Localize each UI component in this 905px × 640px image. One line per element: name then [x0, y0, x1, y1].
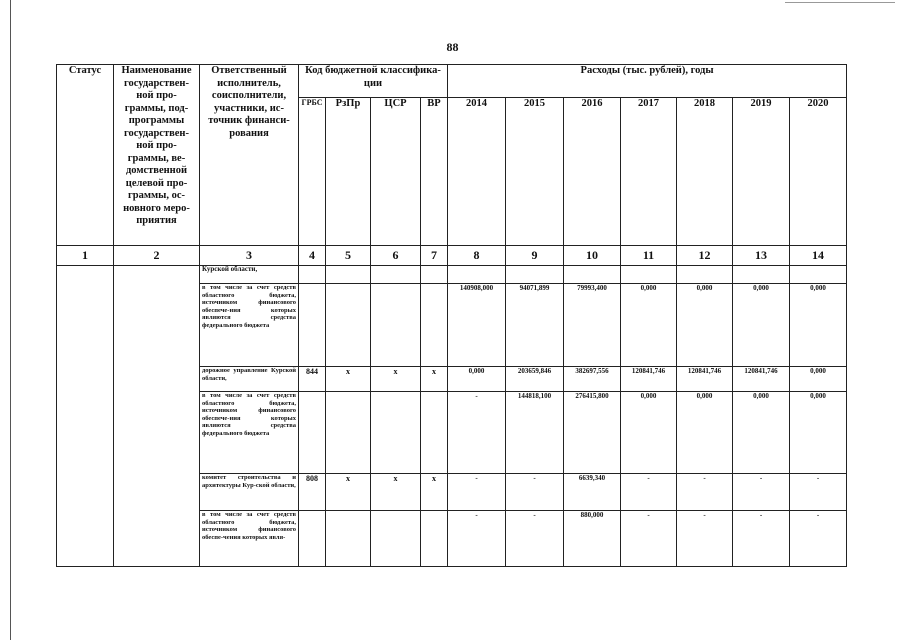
budget-code-cell: [299, 284, 326, 367]
expense-value-cell: 276415,800: [564, 392, 621, 474]
expense-value-cell: 880,000: [564, 511, 621, 567]
budget-code-cell: [371, 392, 421, 474]
budget-code-cell: х: [326, 474, 371, 511]
budget-code-cell: х: [421, 474, 448, 511]
expense-value-cell: -: [448, 392, 506, 474]
column-number: 8: [448, 246, 506, 266]
expense-value-cell: [677, 266, 733, 284]
header-year: 2014: [448, 98, 506, 246]
executor-description: в том числе за счет средств областного бюджета, источником финансового обеспече-ния которых являются средства федерального бюджета: [200, 284, 299, 367]
header-status: Статус: [57, 65, 114, 246]
header-year: 2018: [677, 98, 733, 246]
expense-value-cell: 203659,846: [506, 367, 564, 392]
expense-value-cell: 140908,000: [448, 284, 506, 367]
column-number: 4: [299, 246, 326, 266]
header-year: 2017: [621, 98, 677, 246]
header-budget-code: Код бюджетной классифика-ции: [299, 65, 448, 98]
expense-value-cell: -: [448, 474, 506, 511]
budget-code-cell: [299, 266, 326, 284]
budget-code-cell: [326, 511, 371, 567]
expense-value-cell: 0,000: [790, 367, 847, 392]
column-number: 2: [114, 246, 200, 266]
scan-top-line: [785, 2, 895, 3]
expense-value-cell: -: [621, 474, 677, 511]
table-body: [57, 246, 847, 567]
header-year: 2015: [506, 98, 564, 246]
executor-description: дорожное управление Курской области,: [200, 367, 299, 392]
column-number: 11: [621, 246, 677, 266]
column-number: 3: [200, 246, 299, 266]
expense-value-cell: 0,000: [677, 284, 733, 367]
budget-code-cell: [299, 392, 326, 474]
expense-value-cell: [733, 266, 790, 284]
program-name-cell: [114, 266, 200, 567]
expense-value-cell: [790, 266, 847, 284]
column-number: 12: [677, 246, 733, 266]
executor-description: комитет строительства и архитектуры Кур-ской области,: [200, 474, 299, 511]
column-number: 14: [790, 246, 847, 266]
expense-value-cell: 0,000: [448, 367, 506, 392]
page-number: 88: [446, 40, 459, 54]
expense-value-cell: 0,000: [790, 284, 847, 367]
expense-value-cell: -: [733, 511, 790, 567]
expense-value-cell: 94071,899: [506, 284, 564, 367]
budget-code-cell: [326, 284, 371, 367]
expense-value-cell: 0,000: [677, 392, 733, 474]
header-year: 2019: [733, 98, 790, 246]
budget-code-cell: [371, 266, 421, 284]
header-executor: Ответственный исполнитель, соисполнители, участники, ис-точник финанси-рования: [200, 65, 299, 246]
expense-value-cell: -: [506, 511, 564, 567]
table-row: [57, 266, 847, 284]
expense-value-cell: 382697,556: [564, 367, 621, 392]
budget-table: [56, 64, 847, 567]
expense-value-cell: 120841,746: [621, 367, 677, 392]
header-code-vr: ВР: [421, 98, 448, 246]
expense-value-cell: -: [677, 511, 733, 567]
expense-value-cell: 0,000: [790, 392, 847, 474]
budget-code-cell: [421, 284, 448, 367]
expense-value-cell: 0,000: [621, 392, 677, 474]
header-year: 2020: [790, 98, 847, 246]
budget-code-cell: х: [421, 367, 448, 392]
column-number: 6: [371, 246, 421, 266]
expense-value-cell: 0,000: [621, 284, 677, 367]
budget-code-cell: [421, 511, 448, 567]
budget-code-cell: [326, 392, 371, 474]
executor-description: в том числе за счет средств областного бюджета, источником финансового обеспе-чения которых явля-: [200, 511, 299, 567]
header-code-csr: ЦСР: [371, 98, 421, 246]
expense-value-cell: [448, 266, 506, 284]
expense-value-cell: 6639,340: [564, 474, 621, 511]
header-expenses: Расходы (тыс. рублей), годы: [448, 65, 847, 98]
expense-value-cell: 144818,100: [506, 392, 564, 474]
budget-code-cell: [299, 511, 326, 567]
budget-code-cell: 844: [299, 367, 326, 392]
budget-code-cell: [421, 266, 448, 284]
expense-value-cell: -: [621, 511, 677, 567]
expense-value-cell: [506, 266, 564, 284]
expense-value-cell: -: [733, 474, 790, 511]
budget-code-cell: 808: [299, 474, 326, 511]
executor-description: Курской области,: [200, 266, 299, 284]
status-cell: [57, 266, 114, 567]
expense-value-cell: 120841,746: [733, 367, 790, 392]
column-number: 13: [733, 246, 790, 266]
expense-value-cell: 0,000: [733, 284, 790, 367]
column-number: 7: [421, 246, 448, 266]
expense-value-cell: [621, 266, 677, 284]
column-number: 9: [506, 246, 564, 266]
expense-value-cell: [564, 266, 621, 284]
budget-code-cell: х: [371, 367, 421, 392]
header-code-rzpr: РзПр: [326, 98, 371, 246]
budget-code-cell: [371, 284, 421, 367]
scan-edge-line: [10, 0, 11, 640]
header-code-grbs: ГРБС: [299, 98, 326, 246]
expense-value-cell: -: [506, 474, 564, 511]
column-number: 1: [57, 246, 114, 266]
column-number-row: [57, 246, 847, 266]
header-year: 2016: [564, 98, 621, 246]
budget-code-cell: х: [371, 474, 421, 511]
budget-code-cell: [421, 392, 448, 474]
expense-value-cell: -: [448, 511, 506, 567]
expense-value-cell: 120841,746: [677, 367, 733, 392]
expense-value-cell: -: [790, 511, 847, 567]
budget-code-cell: [371, 511, 421, 567]
column-number: 5: [326, 246, 371, 266]
expense-value-cell: 79993,400: [564, 284, 621, 367]
expense-value-cell: -: [790, 474, 847, 511]
executor-description: в том числе за счет средств областного бюджета, источником финансового обеспече-ния которых являются средства федерального бюджета: [200, 392, 299, 474]
budget-code-cell: х: [326, 367, 371, 392]
expense-value-cell: 0,000: [733, 392, 790, 474]
expense-value-cell: -: [677, 474, 733, 511]
header-program-name: Наименование государствен-ной про-граммы, под-программы государствен-ной про-граммы, ве-домственной целевой про-граммы, ос-новного меро-приятия: [114, 65, 200, 246]
budget-code-cell: [326, 266, 371, 284]
column-number: 10: [564, 246, 621, 266]
